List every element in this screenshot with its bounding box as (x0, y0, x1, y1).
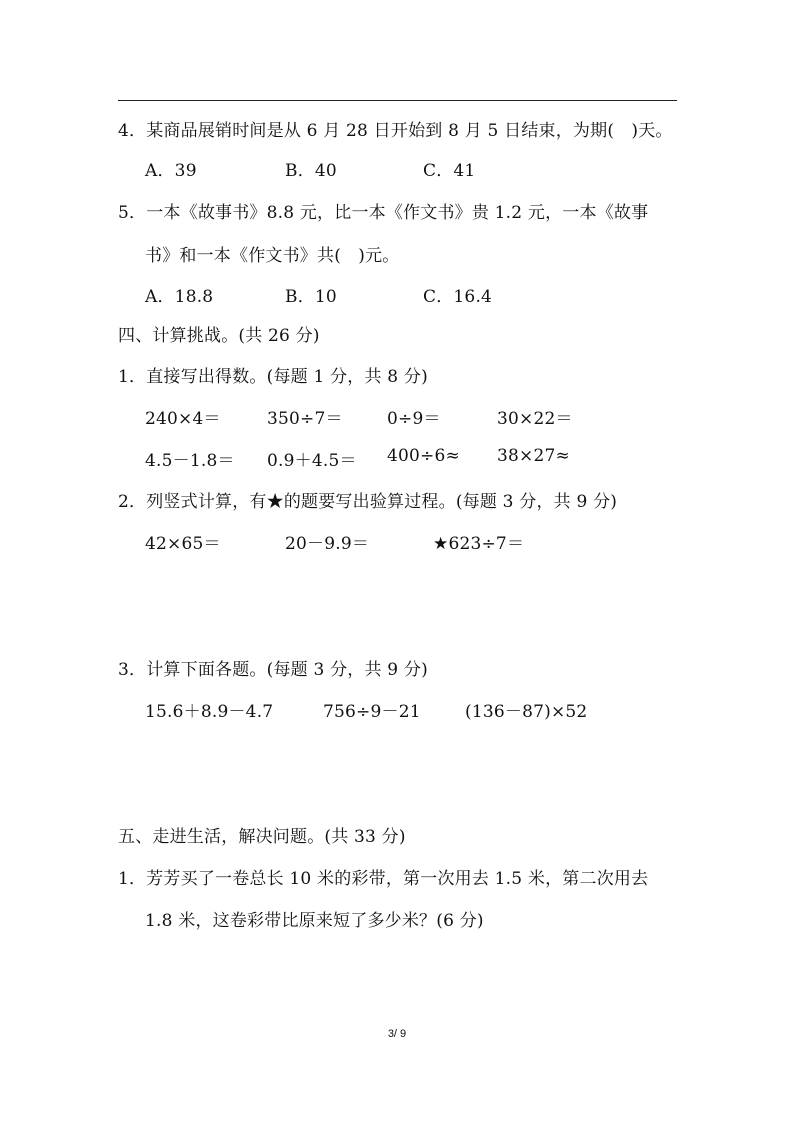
math-item: 4.5－1.8＝ (145, 451, 235, 471)
section-4-part2-title: 2．列竖式计算，有★的题要写出验算过程。(每题 3 分，共 9 分) (118, 492, 618, 512)
math-item: 0÷9＝ (387, 409, 441, 429)
page-number: 3/ 9 (387, 1028, 407, 1040)
option-a: A．18.8 (145, 287, 214, 307)
math-item: (136－87)×52 (465, 702, 588, 722)
question-4: 4．某商品展销时间是从 6 月 28 日开始到 8 月 5 日结束，为期( )天。 (118, 121, 673, 141)
math-item: 756÷9－21 (323, 702, 421, 722)
math-item: 42×65＝ (145, 534, 221, 554)
option-b: B．40 (285, 161, 337, 181)
header-rule (118, 100, 677, 101)
math-item: ★623÷7＝ (433, 534, 525, 554)
option-c: C．16.4 (423, 287, 493, 307)
math-item: 20－9.9＝ (285, 534, 370, 554)
question-5-line2: 书》和一本《作文书》共( )元。 (145, 246, 400, 266)
math-item: 38×27≈ (497, 446, 570, 466)
question-5-line1: 5．一本《故事书》8.8 元，比一本《作文书》贵 1.2 元，一本《故事 (118, 203, 649, 223)
section-4-part3-title: 3．计算下面各题。(每题 3 分，共 9 分) (118, 660, 428, 680)
section-4-part1-title: 1．直接写出得数。(每题 1 分，共 8 分) (118, 367, 428, 387)
option-a: A．39 (145, 161, 197, 181)
math-item: 350÷7＝ (267, 409, 343, 429)
section-5-title: 五、走进生活，解决问题。(共 33 分) (118, 827, 406, 847)
section-5-problem1-line1: 1．芳芳买了一卷总长 10 米的彩带，第一次用去 1.5 米，第二次用去 (118, 869, 649, 889)
section-4-title: 四、计算挑战。(共 26 分) (118, 326, 320, 346)
math-item: 0.9＋4.5＝ (267, 451, 357, 471)
math-item: 240×4＝ (145, 409, 221, 429)
math-item: 15.6＋8.9－4.7 (145, 702, 274, 722)
section-5-problem1-line2: 1.8 米，这卷彩带比原来短了多少米？(6 分) (145, 911, 484, 931)
option-c: C．41 (423, 161, 476, 181)
option-b: B．10 (285, 287, 337, 307)
math-item: 400÷6≈ (387, 446, 460, 466)
math-item: 30×22＝ (497, 409, 573, 429)
